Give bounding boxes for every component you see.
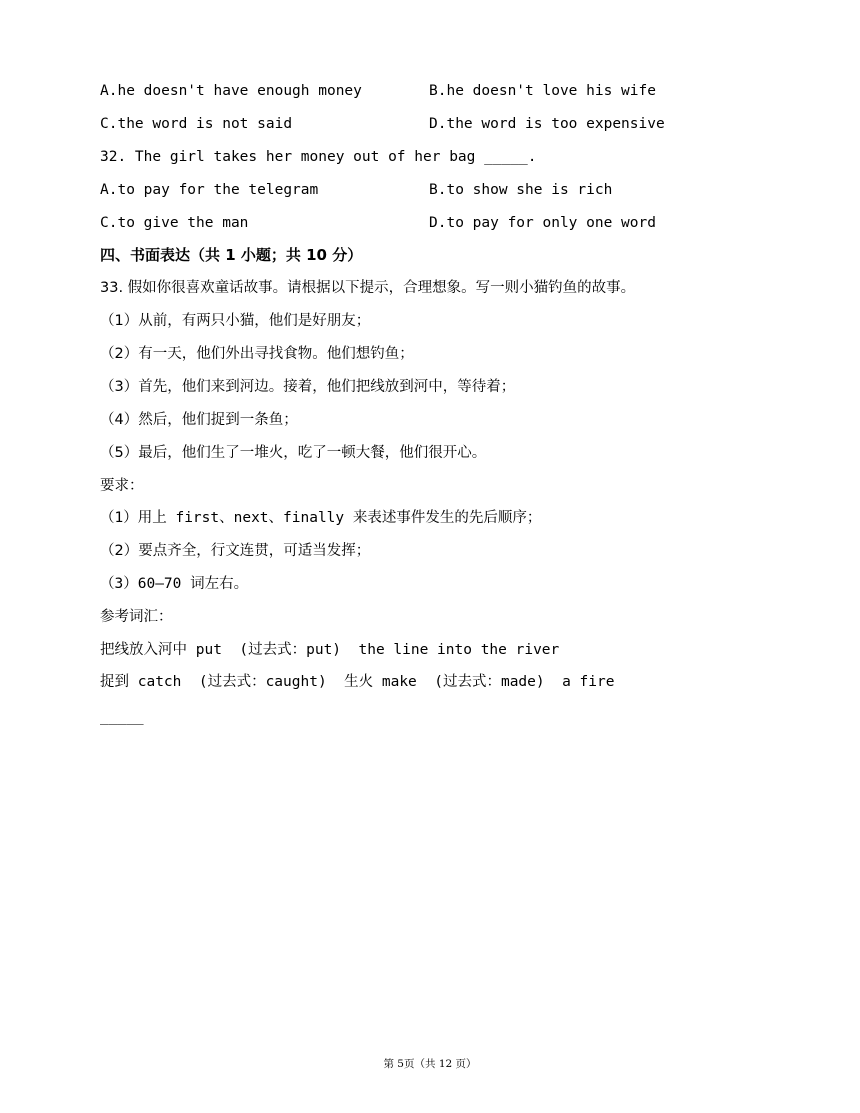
vocab-line-1: 把线放入河中 put (过去式：put) the line into the river [100,642,560,658]
q31-options-row-1 [100,81,760,101]
q33-prompt-4: （4）然后，他们捉到一条鱼； [100,412,298,428]
q32-option-a: A.to pay for the telegram [100,182,319,198]
requirement-2: （2）要点齐全，行文连贯，可适当发挥； [100,543,371,559]
vocab-line-2: 捉到 catch (过去式：caught) 生火 make (过去式：made) a fire [100,674,615,690]
q32-option-d: D.to pay for only one word [429,215,656,231]
requirements-label: 要求： [100,478,144,494]
q33-prompt-1: （1）从前，有两只小猫，他们是好朋友； [100,313,371,329]
q31-options-row-2 [100,114,760,134]
q32-option-b: B.to show she is rich [429,182,613,198]
answer-blank: _____ [100,709,144,725]
section-heading: 四、书面表达（共 1 小题；共 10 分） [100,246,363,264]
q33-prompt-2: （2）有一天，他们外出寻找食物。他们想钓鱼； [100,346,414,362]
q31-option-d: D.the word is too expensive [429,116,665,132]
q33-stem: 33. 假如你很喜欢童话故事。请根据以下提示，合理想象。写一则小猫钓鱼的故事。 [100,280,636,296]
requirement-1: （1）用上 first、next、finally 来表述事件发生的先后顺序； [100,510,542,526]
q31-option-b: B.he doesn't love his wife [429,83,656,99]
q32-options-row-2 [100,213,760,233]
q31-option-a: A.he doesn't have enough money [100,83,362,99]
q32-option-c: C.to give the man [100,215,249,231]
q32-options-row-1 [100,180,760,200]
q31-option-c: C.the word is not said [100,116,293,132]
vocab-label: 参考词汇： [100,609,173,625]
q32-stem: 32. The girl takes her money out of her bag _____. [100,149,537,165]
q33-prompt-3: （3）首先，他们来到河边。接着，他们把线放到河中，等待着； [100,379,516,395]
page-footer: 第 5页（共 12 页） [383,1058,477,1070]
q33-prompt-5: （5）最后，他们生了一堆火，吃了一顿大餐，他们很开心。 [100,445,487,461]
requirement-3: （3）60—70 词左右。 [100,576,249,592]
